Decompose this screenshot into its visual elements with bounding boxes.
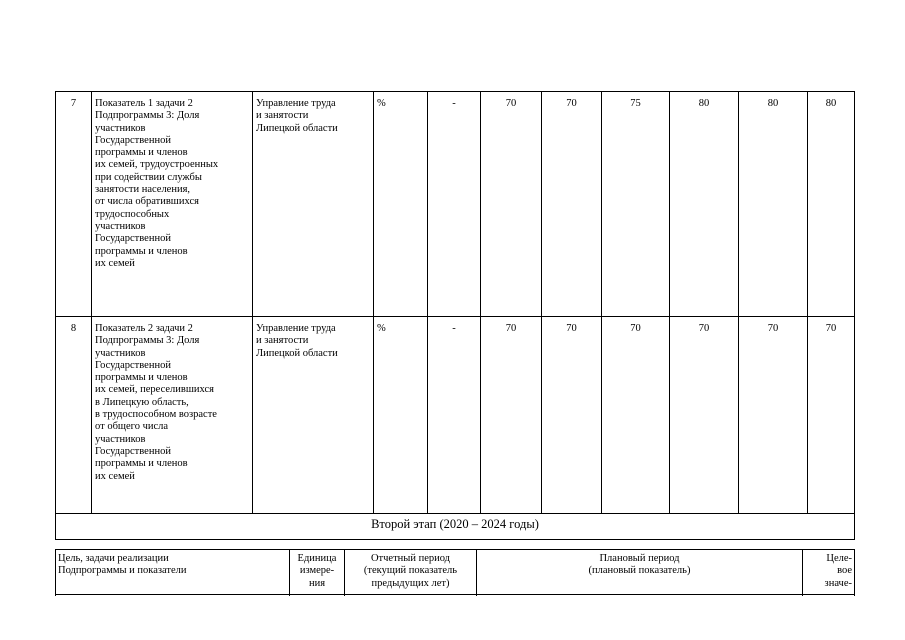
indicators-table	[55, 91, 855, 540]
target-value: 80	[808, 92, 855, 317]
plan-value: 70	[670, 317, 739, 514]
plan-value: 75	[602, 92, 670, 317]
reported-value: -	[428, 92, 481, 317]
header-planned: Плановый период (плановый показатель)	[477, 550, 803, 597]
table-header	[55, 549, 855, 596]
plan-value: 80	[739, 92, 808, 317]
unit-of-measure: %	[374, 92, 428, 317]
plan-value: 70	[481, 317, 542, 514]
header-goal: Цель, задачи реализации Подпрограммы и показатели	[56, 550, 290, 597]
unit-of-measure: %	[374, 317, 428, 514]
indicator-description: Показатель 1 задачи 2 Подпрограммы 3: Доля участников Государственной программы и членов их семей, трудоустроенных при содействии службы занятости населения, от числа обратившихся трудоспособных участников Государственной программы и членов их семей	[92, 92, 253, 317]
target-value: 70	[808, 317, 855, 514]
table-row	[56, 92, 855, 317]
responsible-executor: Управление труда и занятости Липецкой области	[253, 92, 374, 317]
row-number: 7	[56, 92, 92, 317]
header-reported: Отчетный период (текущий показатель предыдущих лет)	[345, 550, 477, 597]
plan-value: 80	[670, 92, 739, 317]
stage-title: Второй этап (2020 – 2024 годы)	[56, 514, 855, 540]
plan-value: 70	[739, 317, 808, 514]
header-row	[56, 550, 855, 597]
plan-value: 70	[542, 317, 602, 514]
plan-value: 70	[602, 317, 670, 514]
divider	[55, 594, 854, 595]
row-number: 8	[56, 317, 92, 514]
plan-value: 70	[481, 92, 542, 317]
responsible-executor: Управление труда и занятости Липецкой области	[253, 317, 374, 514]
indicator-description: Показатель 2 задачи 2 Подпрограммы 3: Доля участников Государственной программы и членов их семей, переселившихся в Липецкую область, в трудоспособном возрасте от общего числа участников Государственной программы и членов их семей	[92, 317, 253, 514]
header-unit: Единица измере- ния	[290, 550, 345, 597]
table-row	[56, 317, 855, 514]
stage-row	[56, 514, 855, 540]
plan-value: 70	[542, 92, 602, 317]
header-target: Целе- вое значе-	[803, 550, 855, 597]
reported-value: -	[428, 317, 481, 514]
